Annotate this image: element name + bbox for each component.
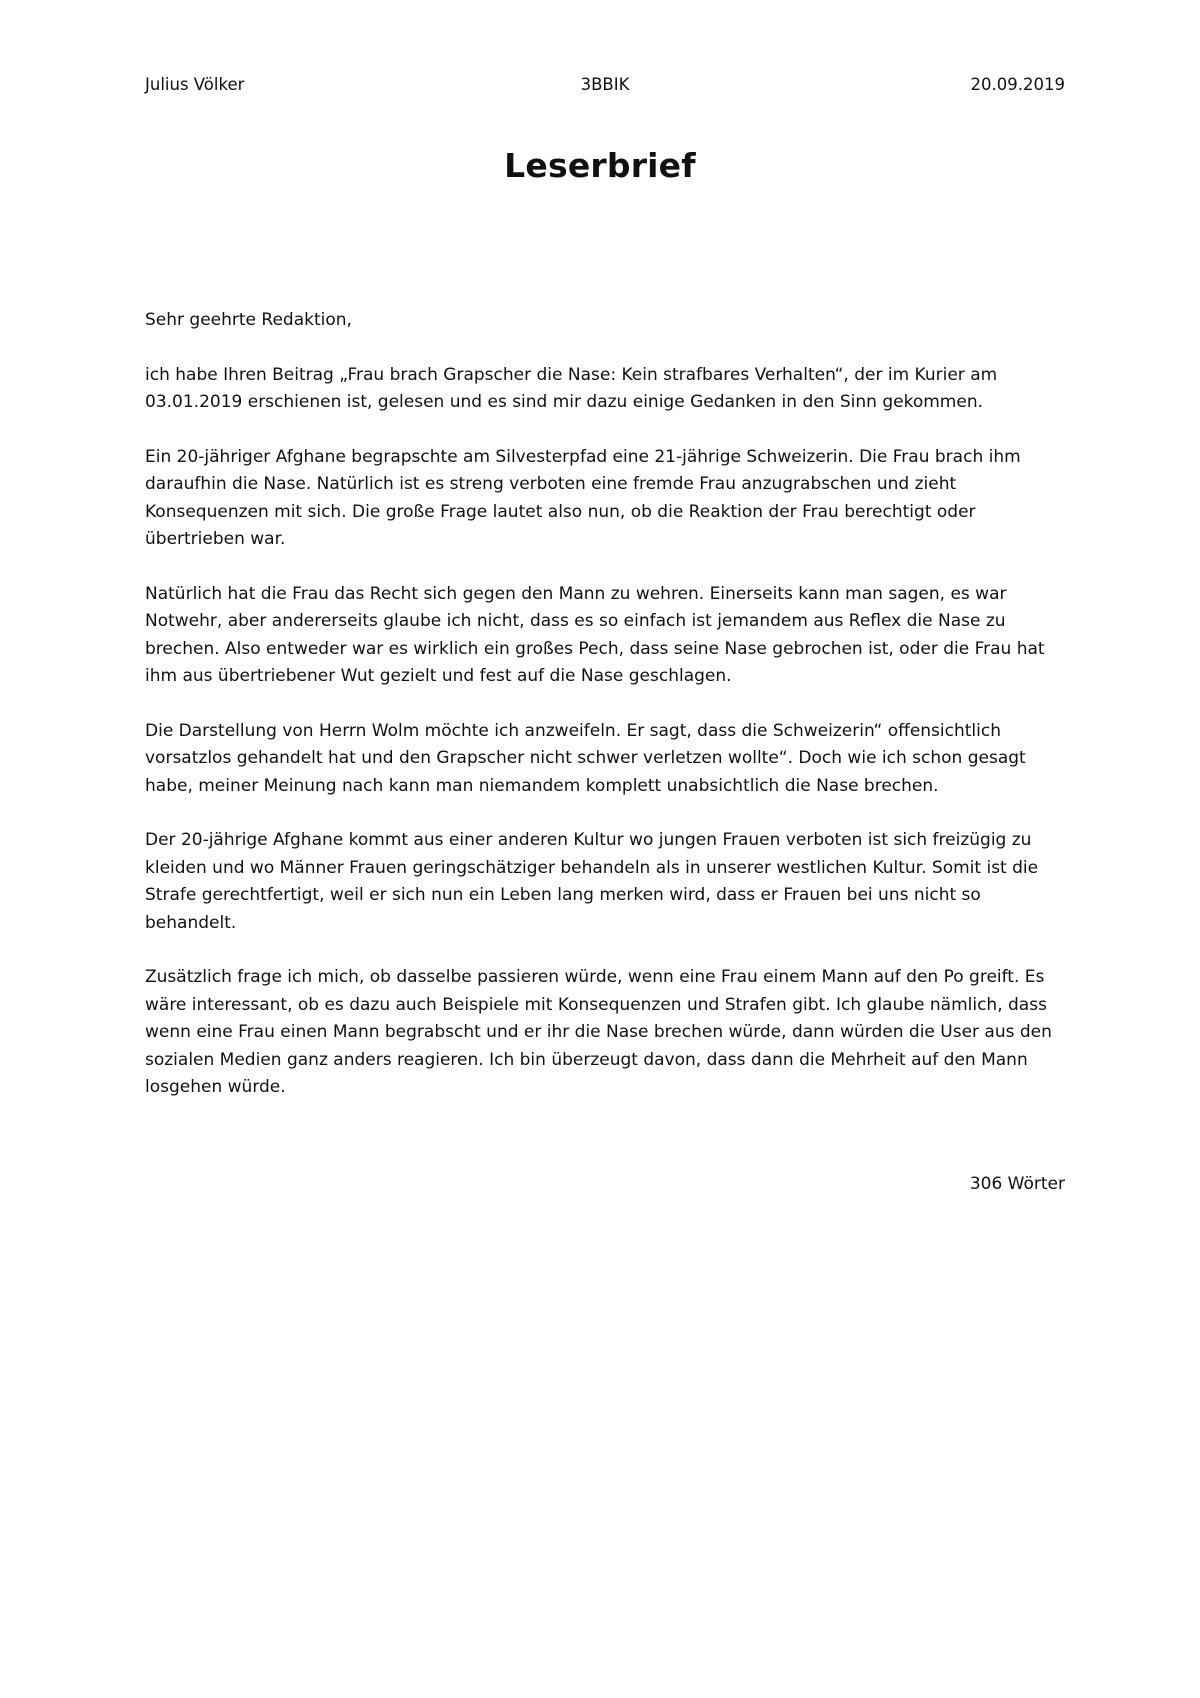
page-header: [145, 75, 1065, 99]
paragraph-3: Natürlich hat die Frau das Recht sich gegen den Mann zu wehren. Einerseits kann man sagen, es war Notwehr, aber andererseits glaube ich nicht, dass es so einfach ist jemandem aus Reflex die Nase zu brechen. Also entweder war es wirklich ein großes Pech, dass seine Nase gebrochen ist, oder die Frau hat ihm aus übertriebener Wut gezielt und fest auf die Nase geschlagen.: [145, 583, 1045, 686]
letter-body: [145, 307, 1065, 1129]
paragraph-6: Zusätzlich frage ich mich, ob dasselbe passieren würde, wenn eine Frau einem Mann auf den Po greift. Es wäre interessant, ob es dazu auch Beispiele mit Konsequenzen und Strafen gibt. Ich glaube nämlich, dass wenn eine Frau einen Mann begrabscht und er ihr die Nase brechen würde, dann würden die User aus den sozialen Medien ganz anders reagieren. Ich bin überzeugt davon, dass dann die Mehrheit auf den Mann losgehen würde.: [145, 967, 1052, 1097]
header-author: Julius Völker: [145, 75, 245, 94]
paragraph-5: Der 20-jährige Afghane kommt aus einer anderen Kultur wo jungen Frauen verboten ist sich freizügig zu kleiden und wo Männer Frauen geringschätziger behandeln als in unserer westlichen Kultur. Somit ist die Strafe gerechtfertigt, weil er sich nun ein Leben lang merken wird, dass er Frauen bei uns nicht so behandelt.: [145, 830, 1039, 933]
word-count: 306 Wörter: [969, 1174, 1065, 1194]
paragraph-2: Ein 20-jähriger Afghane begrapschte am Silvesterpfad eine 21-jährige Schweizerin. Die Frau brach ihm daraufhin die Nase. Natürlich ist es streng verboten eine fremde Frau anzugrabschen und zieht Konsequenzen mit sich. Die große Frage lautet also nun, ob die Reaktion der Frau berechtigt oder übertrieben war.: [145, 446, 1021, 549]
salutation: Sehr geehrte Redaktion,: [145, 310, 352, 330]
paragraph-1: ich habe Ihren Beitrag „Frau brach Grapscher die Nase: Kein strafbares Verhalten“, der im Kurier am 03.01.2019 erschienen ist, gelesen und es sind mir dazu einige Gedanken in den Sinn gekommen.: [145, 364, 998, 412]
header-date: 20.09.2019: [970, 75, 1065, 94]
header-class: 3BBIK: [580, 75, 630, 94]
document-title: Leserbrief: [504, 146, 696, 185]
paragraph-4: Die Darstellung von Herrn Wolm möchte ich anzweifeln. Er sagt, dass die Schweizerin“ offensichtlich vorsatzlos gehandelt hat und den Grapscher nicht schwer verletzen wollte“. Doch wie ich schon gesagt habe, meiner Meinung nach kann man niemandem komplett unabsichtlich die Nase brechen.: [145, 720, 1026, 796]
